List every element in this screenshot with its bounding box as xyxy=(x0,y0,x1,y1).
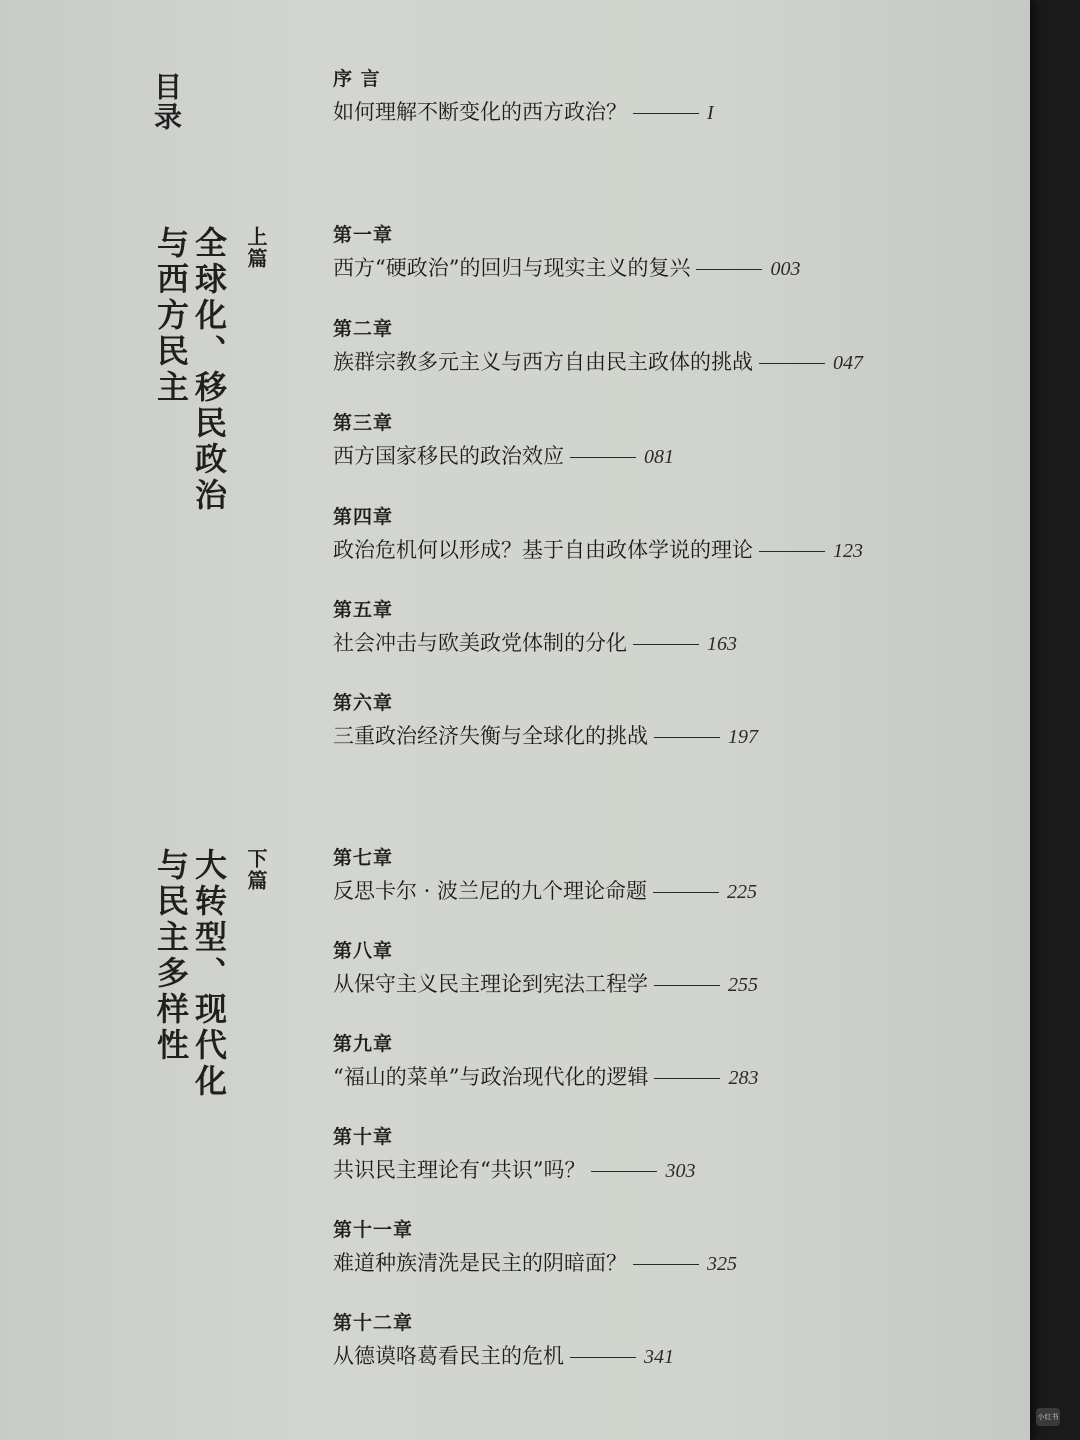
entry-title-line xyxy=(333,720,758,753)
entry-title: 从保守主义民主理论到宪法工程学 xyxy=(333,972,648,996)
leader-dash xyxy=(654,737,720,738)
toc-entry-chapter-4 xyxy=(333,504,863,567)
entry-title: 难道种族清洗是民主的阴暗面？ xyxy=(333,1251,627,1275)
leader-dash xyxy=(759,551,825,552)
entry-label: 第九章 xyxy=(333,1033,394,1055)
part2-label: 下篇 xyxy=(244,848,268,892)
page-number: 003 xyxy=(770,258,801,280)
entry-title-line xyxy=(333,875,757,908)
page-number: 255 xyxy=(728,974,758,996)
toc-entry-chapter-9 xyxy=(333,1031,758,1094)
entry-label: 第五章 xyxy=(333,599,394,621)
entry-title: 共识民主理论有“共识”吗？ xyxy=(333,1158,586,1182)
entry-title: 族群宗教多元主义与西方自由民主政体的挑战 xyxy=(333,350,753,374)
page-number: 325 xyxy=(707,1253,737,1275)
toc-entry-chapter-12 xyxy=(333,1310,674,1373)
page-number: 047 xyxy=(833,352,863,374)
entry-title: “福山的菜单”与政治现代化的逻辑 xyxy=(333,1065,649,1089)
page-number: 197 xyxy=(728,726,758,748)
entry-title: 如何理解不断变化的西方政治？ xyxy=(333,100,627,124)
entry-label: 第六章 xyxy=(333,692,394,714)
leader-dash xyxy=(654,985,720,986)
entry-title-line xyxy=(333,96,714,129)
entry-label: 第十二章 xyxy=(333,1312,414,1334)
entry-label: 第十一章 xyxy=(333,1219,414,1241)
leader-dash xyxy=(633,113,699,114)
entry-title-line xyxy=(333,1340,674,1373)
part1-title-line2: 与西方民主 xyxy=(152,226,190,406)
entry-title-line xyxy=(333,968,758,1001)
toc-entry-chapter-8 xyxy=(333,938,758,1001)
page-number: 225 xyxy=(727,881,758,903)
entry-title: 从德谟咯葛看民主的危机 xyxy=(333,1344,564,1368)
entry-title: 三重政治经济失衡与全球化的挑战 xyxy=(333,724,648,748)
toc-entry-chapter-2 xyxy=(333,316,863,379)
entry-title-line xyxy=(333,1247,737,1280)
watermark-badge: 小红书 xyxy=(1036,1408,1060,1426)
entry-label: 序 言 xyxy=(333,68,381,90)
page-number: 123 xyxy=(833,540,863,562)
entry-title-line xyxy=(333,1154,695,1187)
entry-label: 第一章 xyxy=(333,224,394,246)
part2-title-line2: 与民主多样性 xyxy=(152,848,190,1064)
toc-entry-chapter-6 xyxy=(333,690,758,753)
toc-entry-chapter-11 xyxy=(333,1217,737,1280)
page-number: 303 xyxy=(665,1160,696,1182)
leader-dash xyxy=(633,644,699,645)
page-number: 081 xyxy=(644,446,674,468)
leader-dash xyxy=(696,269,762,270)
entry-title-line xyxy=(333,252,800,285)
entry-label: 第十章 xyxy=(333,1126,394,1148)
toc-entry-chapter-10 xyxy=(333,1124,695,1187)
toc-entry-chapter-5 xyxy=(333,597,737,660)
entry-title-line xyxy=(333,440,674,473)
leader-dash xyxy=(591,1171,657,1172)
leader-dash xyxy=(570,457,636,458)
entry-title-line xyxy=(333,627,737,660)
toc-entry-preface xyxy=(333,66,714,129)
leader-dash xyxy=(633,1264,699,1265)
entry-title-line xyxy=(333,346,863,379)
entry-title-line xyxy=(333,534,863,567)
entry-label: 第八章 xyxy=(333,940,394,962)
entry-title: 西方国家移民的政治效应 xyxy=(333,444,564,468)
part2-title xyxy=(152,848,228,1100)
leader-dash xyxy=(654,1078,720,1079)
part2-title-line1: 大转型、现代化 xyxy=(190,848,228,1100)
part1-title xyxy=(152,226,228,514)
leader-dash xyxy=(759,363,825,364)
entry-title: 政治危机何以形成？基于自由政体学说的理论 xyxy=(333,538,753,562)
entry-label: 第七章 xyxy=(333,847,394,869)
toc-entry-chapter-1 xyxy=(333,222,800,285)
entry-title-line xyxy=(333,1061,758,1094)
part1-label: 上篇 xyxy=(244,226,268,270)
entry-title: 西方“硬政治”的回归与现实主义的复兴 xyxy=(333,256,691,280)
toc-entry-chapter-7 xyxy=(333,845,757,908)
leader-dash xyxy=(653,892,719,893)
page-number: I xyxy=(707,102,714,124)
entry-label: 第四章 xyxy=(333,506,394,528)
entry-title: 社会冲击与欧美政党体制的分化 xyxy=(333,631,627,655)
entry-label: 第三章 xyxy=(333,412,394,434)
entry-title: 反思卡尔 · 波兰尼的九个理论命题 xyxy=(333,879,648,903)
leader-dash xyxy=(570,1357,636,1358)
part1-title-line1: 全球化、移民政治 xyxy=(190,226,228,514)
toc-entry-chapter-3 xyxy=(333,410,674,473)
toc-title: 目录 xyxy=(150,72,183,132)
entry-label: 第二章 xyxy=(333,318,394,340)
page-number: 341 xyxy=(644,1346,674,1368)
page-number: 163 xyxy=(707,633,737,655)
page-number: 283 xyxy=(728,1067,759,1089)
